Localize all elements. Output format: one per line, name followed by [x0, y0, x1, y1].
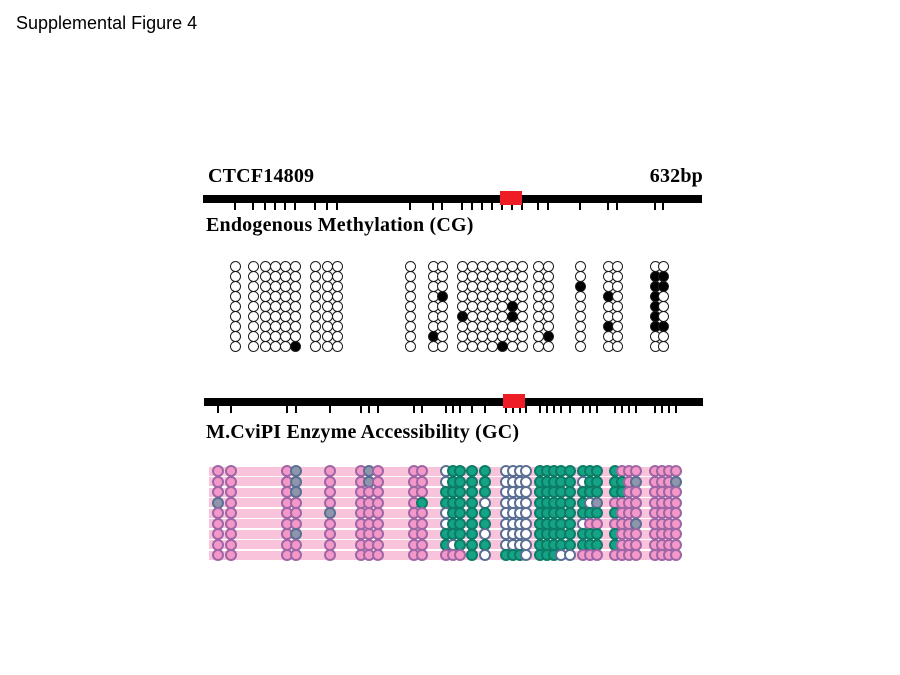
site-tick — [432, 203, 434, 210]
cg-unmethylated-circle — [467, 341, 478, 352]
cg-unmethylated-circle — [543, 311, 554, 322]
cg-unmethylated-circle — [467, 321, 478, 332]
cg-unmethylated-circle — [517, 271, 528, 282]
site-tick — [471, 203, 473, 210]
cg-unmethylated-circle — [248, 321, 259, 332]
site-tick — [286, 406, 288, 413]
cg-unmethylated-circle — [260, 311, 271, 322]
site-tick — [491, 203, 493, 210]
cg-unmethylated-circle — [533, 331, 544, 342]
cg-unmethylated-circle — [437, 301, 448, 312]
cg-unmethylated-circle — [457, 291, 468, 302]
cg-unmethylated-circle — [322, 341, 333, 352]
site-tick — [582, 406, 584, 413]
cg-unmethylated-circle — [533, 281, 544, 292]
cg-unmethylated-circle — [280, 291, 291, 302]
cg-unmethylated-circle — [612, 301, 623, 312]
cg-unmethylated-circle — [517, 291, 528, 302]
cg-unmethylated-circle — [543, 281, 554, 292]
cg-unmethylated-circle — [612, 341, 623, 352]
cg-unmethylated-circle — [405, 261, 416, 272]
cg-unmethylated-circle — [405, 331, 416, 342]
site-tick — [314, 203, 316, 210]
cg-methylated-circle — [658, 271, 669, 282]
cg-unmethylated-circle — [260, 331, 271, 342]
cg-unmethylated-circle — [437, 281, 448, 292]
cg-unmethylated-circle — [270, 281, 281, 292]
cg-unmethylated-circle — [477, 301, 488, 312]
site-tick — [484, 406, 486, 413]
cg-unmethylated-circle — [575, 291, 586, 302]
cg-unmethylated-circle — [533, 341, 544, 352]
site-tick — [336, 203, 338, 210]
cg-unmethylated-circle — [270, 291, 281, 302]
cg-unmethylated-circle — [260, 321, 271, 332]
cg-unmethylated-circle — [280, 321, 291, 332]
cg-unmethylated-circle — [248, 281, 259, 292]
cg-unmethylated-circle — [517, 331, 528, 342]
cg-unmethylated-circle — [405, 311, 416, 322]
cg-unmethylated-circle — [270, 331, 281, 342]
cg-unmethylated-circle — [310, 291, 321, 302]
amplicon-bar — [204, 398, 703, 406]
cg-unmethylated-circle — [457, 261, 468, 272]
cg-unmethylated-circle — [658, 291, 669, 302]
site-tick — [459, 406, 461, 413]
cg-unmethylated-circle — [270, 301, 281, 312]
section-title-cg: Endogenous Methylation (CG) — [206, 214, 474, 236]
cg-unmethylated-circle — [575, 321, 586, 332]
site-tick — [628, 406, 630, 413]
site-tick — [413, 406, 415, 413]
cg-unmethylated-circle — [457, 281, 468, 292]
cg-unmethylated-circle — [497, 261, 508, 272]
cg-unmethylated-circle — [497, 331, 508, 342]
cg-unmethylated-circle — [437, 261, 448, 272]
gc-inaccessible-circle — [454, 549, 466, 561]
section-title-gc: M.CviPI Enzyme Accessibility (GC) — [206, 421, 520, 443]
site-tick — [579, 203, 581, 210]
cg-unmethylated-circle — [248, 291, 259, 302]
cg-unmethylated-circle — [260, 341, 271, 352]
gc-protected-circle — [479, 549, 491, 561]
cg-unmethylated-circle — [332, 311, 343, 322]
cg-unmethylated-circle — [332, 301, 343, 312]
cg-unmethylated-circle — [457, 331, 468, 342]
cg-unmethylated-circle — [517, 301, 528, 312]
site-tick — [553, 406, 555, 413]
page-title: Supplemental Figure 4 — [16, 13, 198, 33]
site-tick — [461, 203, 463, 210]
cg-unmethylated-circle — [658, 341, 669, 352]
site-tick — [471, 406, 473, 413]
amplicon-length-label: 632bp — [649, 165, 703, 187]
cg-unmethylated-circle — [332, 341, 343, 352]
site-tick — [662, 203, 664, 210]
cg-unmethylated-circle — [543, 301, 554, 312]
cg-unmethylated-circle — [322, 301, 333, 312]
gc-inaccessible-circle — [225, 549, 237, 561]
cg-unmethylated-circle — [612, 331, 623, 342]
gc-inaccessible-circle — [591, 549, 603, 561]
cg-unmethylated-circle — [477, 271, 488, 282]
cg-unmethylated-circle — [310, 281, 321, 292]
cg-unmethylated-circle — [310, 331, 321, 342]
cg-unmethylated-circle — [310, 321, 321, 332]
cg-methylated-circle — [507, 301, 518, 312]
cg-unmethylated-circle — [405, 301, 416, 312]
gc-accessible-circle — [466, 549, 478, 561]
cg-unmethylated-circle — [260, 261, 271, 272]
site-tick — [596, 406, 598, 413]
cg-unmethylated-circle — [507, 281, 518, 292]
cg-unmethylated-circle — [477, 321, 488, 332]
cg-unmethylated-circle — [467, 271, 478, 282]
site-tick — [217, 406, 219, 413]
site-tick — [360, 406, 362, 413]
cg-unmethylated-circle — [612, 271, 623, 282]
cg-unmethylated-circle — [612, 311, 623, 322]
cg-unmethylated-circle — [543, 321, 554, 332]
site-tick — [409, 203, 411, 210]
cg-unmethylated-circle — [467, 331, 478, 342]
cg-unmethylated-circle — [658, 311, 669, 322]
cg-unmethylated-circle — [248, 331, 259, 342]
cg-unmethylated-circle — [497, 291, 508, 302]
cg-unmethylated-circle — [290, 311, 301, 322]
locus-label: CTCF14809 — [208, 165, 315, 187]
cg-unmethylated-circle — [230, 261, 241, 272]
cg-unmethylated-circle — [248, 301, 259, 312]
gc-inaccessible-circle — [630, 549, 642, 561]
cg-unmethylated-circle — [575, 341, 586, 352]
amplicon-bar — [203, 195, 702, 203]
gc-inaccessible-circle — [670, 549, 682, 561]
cg-unmethylated-circle — [487, 301, 498, 312]
gc-inaccessible-circle — [372, 549, 384, 561]
cg-unmethylated-circle — [248, 261, 259, 272]
cg-unmethylated-circle — [517, 261, 528, 272]
cg-methylated-circle — [658, 281, 669, 292]
cg-unmethylated-circle — [270, 271, 281, 282]
gc-inaccessible-circle — [324, 549, 336, 561]
cg-unmethylated-circle — [290, 331, 301, 342]
cg-unmethylated-circle — [270, 261, 281, 272]
site-tick — [661, 406, 663, 413]
cg-unmethylated-circle — [310, 311, 321, 322]
cg-unmethylated-circle — [322, 261, 333, 272]
site-tick — [294, 203, 296, 210]
cg-unmethylated-circle — [507, 341, 518, 352]
cg-unmethylated-circle — [322, 281, 333, 292]
cg-unmethylated-circle — [487, 291, 498, 302]
cg-unmethylated-circle — [270, 341, 281, 352]
site-tick — [547, 203, 549, 210]
cg-unmethylated-circle — [437, 311, 448, 322]
cg-unmethylated-circle — [230, 301, 241, 312]
site-tick — [616, 203, 618, 210]
cg-unmethylated-circle — [332, 291, 343, 302]
cg-unmethylated-circle — [612, 291, 623, 302]
cg-unmethylated-circle — [533, 291, 544, 302]
ctcf-site-box — [503, 394, 525, 408]
cg-unmethylated-circle — [477, 341, 488, 352]
cg-methylated-circle — [543, 331, 554, 342]
cg-unmethylated-circle — [575, 271, 586, 282]
cg-unmethylated-circle — [230, 331, 241, 342]
cg-unmethylated-circle — [280, 341, 291, 352]
cg-methylated-circle — [497, 341, 508, 352]
cg-methylated-circle — [658, 321, 669, 332]
site-tick — [252, 203, 254, 210]
cg-unmethylated-circle — [477, 281, 488, 292]
cg-unmethylated-circle — [437, 341, 448, 352]
cg-unmethylated-circle — [467, 261, 478, 272]
cg-unmethylated-circle — [230, 311, 241, 322]
cg-unmethylated-circle — [322, 321, 333, 332]
cg-unmethylated-circle — [533, 321, 544, 332]
cg-unmethylated-circle — [322, 331, 333, 342]
cg-unmethylated-circle — [280, 281, 291, 292]
cg-unmethylated-circle — [467, 281, 478, 292]
cg-unmethylated-circle — [507, 261, 518, 272]
cg-unmethylated-circle — [477, 291, 488, 302]
cg-unmethylated-circle — [497, 271, 508, 282]
cg-unmethylated-circle — [612, 281, 623, 292]
cg-unmethylated-circle — [487, 281, 498, 292]
cg-unmethylated-circle — [322, 311, 333, 322]
site-tick — [539, 406, 541, 413]
cg-unmethylated-circle — [477, 311, 488, 322]
cg-unmethylated-circle — [658, 261, 669, 272]
cg-unmethylated-circle — [290, 301, 301, 312]
cg-unmethylated-circle — [517, 341, 528, 352]
cg-unmethylated-circle — [533, 301, 544, 312]
cg-unmethylated-circle — [517, 321, 528, 332]
site-tick — [560, 406, 562, 413]
cg-unmethylated-circle — [405, 341, 416, 352]
cg-unmethylated-circle — [543, 271, 554, 282]
cg-unmethylated-circle — [477, 261, 488, 272]
cg-unmethylated-circle — [487, 311, 498, 322]
cg-unmethylated-circle — [290, 291, 301, 302]
cg-unmethylated-circle — [487, 341, 498, 352]
cg-unmethylated-circle — [437, 331, 448, 342]
cg-unmethylated-circle — [575, 261, 586, 272]
cg-unmethylated-circle — [658, 301, 669, 312]
site-tick — [230, 406, 232, 413]
cg-unmethylated-circle — [575, 301, 586, 312]
cg-unmethylated-circle — [497, 311, 508, 322]
cg-unmethylated-circle — [310, 301, 321, 312]
cg-unmethylated-circle — [230, 291, 241, 302]
cg-unmethylated-circle — [280, 261, 291, 272]
cg-unmethylated-circle — [290, 271, 301, 282]
cg-unmethylated-circle — [280, 271, 291, 282]
cg-unmethylated-circle — [575, 331, 586, 342]
cg-unmethylated-circle — [658, 331, 669, 342]
cg-unmethylated-circle — [543, 341, 554, 352]
cg-unmethylated-circle — [457, 341, 468, 352]
cg-unmethylated-circle — [332, 281, 343, 292]
site-tick — [589, 406, 591, 413]
site-tick — [537, 203, 539, 210]
gc-inaccessible-circle — [212, 549, 224, 561]
site-tick — [284, 203, 286, 210]
site-tick — [525, 406, 527, 413]
cg-unmethylated-circle — [517, 281, 528, 292]
cg-unmethylated-circle — [260, 291, 271, 302]
cg-unmethylated-circle — [543, 261, 554, 272]
site-tick — [654, 203, 656, 210]
cg-unmethylated-circle — [405, 271, 416, 282]
site-tick — [546, 406, 548, 413]
cg-unmethylated-circle — [332, 261, 343, 272]
cg-unmethylated-circle — [507, 331, 518, 342]
site-tick — [326, 203, 328, 210]
site-tick — [569, 406, 571, 413]
cg-unmethylated-circle — [322, 271, 333, 282]
cg-unmethylated-circle — [270, 321, 281, 332]
cg-unmethylated-circle — [248, 311, 259, 322]
cg-unmethylated-circle — [310, 341, 321, 352]
site-tick — [421, 406, 423, 413]
cg-unmethylated-circle — [457, 271, 468, 282]
cg-unmethylated-circle — [467, 291, 478, 302]
cg-methylated-circle — [507, 311, 518, 322]
cg-unmethylated-circle — [467, 301, 478, 312]
site-tick — [441, 203, 443, 210]
cg-unmethylated-circle — [457, 301, 468, 312]
cg-unmethylated-circle — [280, 331, 291, 342]
cg-unmethylated-circle — [260, 271, 271, 282]
cg-unmethylated-circle — [487, 321, 498, 332]
cg-unmethylated-circle — [260, 281, 271, 292]
cg-unmethylated-circle — [497, 281, 508, 292]
cg-unmethylated-circle — [310, 261, 321, 272]
site-tick — [377, 406, 379, 413]
site-tick — [234, 203, 236, 210]
cg-unmethylated-circle — [290, 321, 301, 332]
cg-unmethylated-circle — [230, 271, 241, 282]
site-tick — [675, 406, 677, 413]
ctcf-site-box — [500, 191, 522, 205]
site-tick — [452, 406, 454, 413]
site-tick — [295, 406, 297, 413]
cg-unmethylated-circle — [533, 311, 544, 322]
site-tick — [274, 203, 276, 210]
cg-unmethylated-circle — [612, 261, 623, 272]
cg-unmethylated-circle — [497, 301, 508, 312]
cg-unmethylated-circle — [517, 311, 528, 322]
cg-unmethylated-circle — [507, 321, 518, 332]
site-tick — [368, 406, 370, 413]
cg-unmethylated-circle — [575, 311, 586, 322]
cg-unmethylated-circle — [260, 301, 271, 312]
site-tick — [481, 203, 483, 210]
cg-methylated-circle — [437, 291, 448, 302]
cg-unmethylated-circle — [477, 331, 488, 342]
cg-unmethylated-circle — [533, 271, 544, 282]
cg-unmethylated-circle — [507, 291, 518, 302]
cg-unmethylated-circle — [270, 311, 281, 322]
site-tick — [668, 406, 670, 413]
cg-unmethylated-circle — [487, 271, 498, 282]
cg-unmethylated-circle — [280, 301, 291, 312]
site-tick — [607, 203, 609, 210]
gc-protected-circle — [520, 549, 532, 561]
cg-unmethylated-circle — [290, 261, 301, 272]
site-tick — [614, 406, 616, 413]
gc-protected-circle — [564, 549, 576, 561]
gc-inaccessible-circle — [416, 549, 428, 561]
cg-unmethylated-circle — [533, 261, 544, 272]
cg-unmethylated-circle — [405, 281, 416, 292]
cg-unmethylated-circle — [405, 321, 416, 332]
cg-unmethylated-circle — [612, 321, 623, 332]
cg-unmethylated-circle — [497, 321, 508, 332]
cg-methylated-circle — [575, 281, 586, 292]
cg-unmethylated-circle — [280, 311, 291, 322]
cg-unmethylated-circle — [437, 271, 448, 282]
cg-unmethylated-circle — [322, 291, 333, 302]
site-tick — [654, 406, 656, 413]
cg-methylated-circle — [290, 341, 301, 352]
site-tick — [329, 406, 331, 413]
site-tick — [445, 406, 447, 413]
cg-unmethylated-circle — [230, 321, 241, 332]
cg-unmethylated-circle — [332, 321, 343, 332]
cg-unmethylated-circle — [487, 261, 498, 272]
site-tick — [635, 406, 637, 413]
site-tick — [264, 203, 266, 210]
cg-unmethylated-circle — [437, 321, 448, 332]
site-tick — [621, 406, 623, 413]
cg-unmethylated-circle — [405, 291, 416, 302]
cg-unmethylated-circle — [248, 271, 259, 282]
cg-unmethylated-circle — [290, 281, 301, 292]
cg-unmethylated-circle — [310, 271, 321, 282]
cg-unmethylated-circle — [230, 281, 241, 292]
cg-methylated-circle — [457, 311, 468, 322]
cg-unmethylated-circle — [487, 331, 498, 342]
gc-inaccessible-circle — [290, 549, 302, 561]
cg-unmethylated-circle — [332, 331, 343, 342]
cg-unmethylated-circle — [230, 341, 241, 352]
cg-unmethylated-circle — [248, 341, 259, 352]
cg-unmethylated-circle — [332, 271, 343, 282]
cg-unmethylated-circle — [507, 271, 518, 282]
cg-unmethylated-circle — [457, 321, 468, 332]
cg-unmethylated-circle — [467, 311, 478, 322]
cg-unmethylated-circle — [543, 291, 554, 302]
